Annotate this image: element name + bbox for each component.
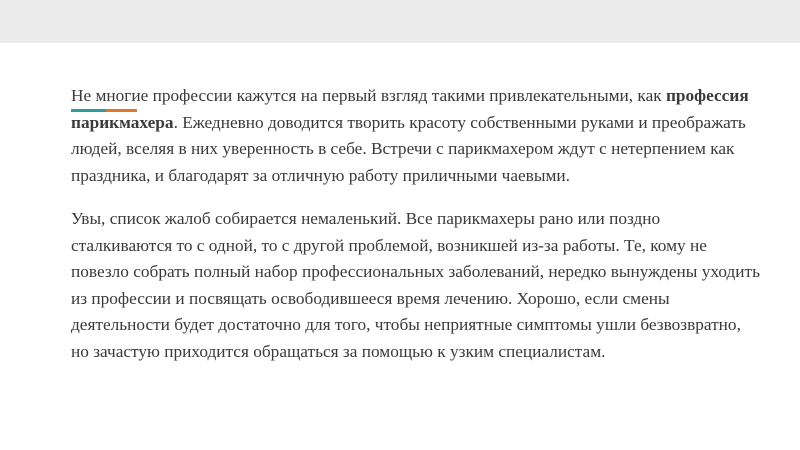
paragraph-1-text-a: профессии кажутся на первый взгляд такими привлекательными, как: [148, 86, 666, 105]
accent-underline: [71, 109, 137, 112]
accent-orange-segment: [106, 109, 137, 112]
accent-teal-segment: [71, 109, 106, 112]
paragraph-1: [71, 83, 761, 189]
slide-body: [71, 83, 761, 365]
header-band: [0, 0, 800, 43]
paragraph-2: Увы, список жалоб собирается немаленький. Все парикмахеры рано или поздно сталкиваются то с одной, то с другой проблемой, возникшей из-за работы. Те, кому не повезло собрать полный набор профессиональных заболеваний, нередко вынуждены уходить из профессии и посвящать освободившееся время лечению. Хорошо, если смены деятельности будет достаточно для того, чтобы неприятные симптомы ушли безвозвратно, но зачастую приходится обращаться за помощью к узким специалистам.: [71, 209, 760, 361]
lead-words: [71, 83, 148, 110]
highlighted-term: профессия парикмахера: [71, 86, 749, 132]
paragraph-1-text-b: . Ежедневно доводится творить красоту собственными руками и преображать людей, вселяя в них уверенность в себе. Встречи с парикмахером ждут с нетерпением как праздника, и благодарят за отличную работу приличными чаевыми.: [71, 112, 746, 185]
lead-words-text: Не многие: [71, 86, 149, 105]
